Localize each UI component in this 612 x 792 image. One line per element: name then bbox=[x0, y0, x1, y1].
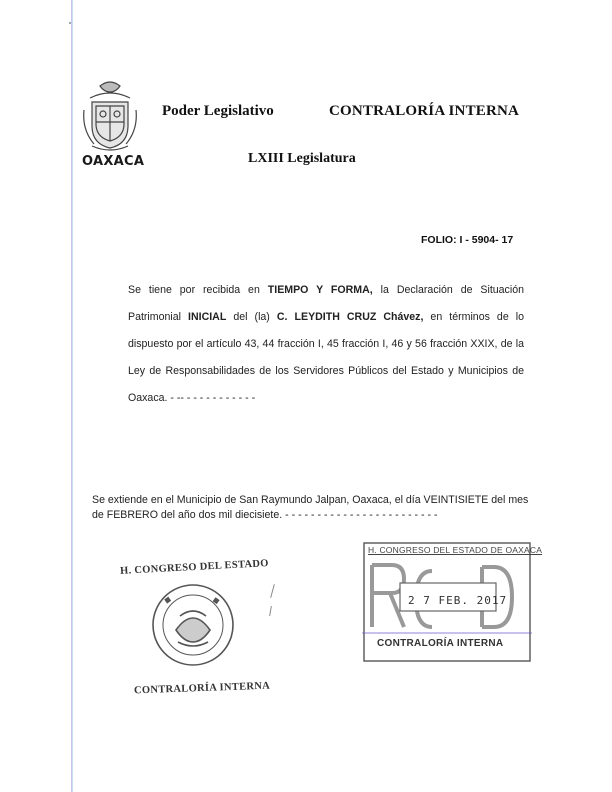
stamp-date: 2 7 FEB. 2017 bbox=[408, 594, 508, 607]
body-text-1: Se tiene por recibida en bbox=[128, 284, 268, 296]
body-bold-name: C. LEYDITH CRUZ Chávez, bbox=[276, 311, 424, 323]
body-text-3: del (la) bbox=[226, 311, 277, 323]
stamp-top-text: H. CONGRESO DEL ESTADO DE OAXACA bbox=[368, 545, 543, 555]
closing-paragraph: Se extiende en el Municipio de San Raymundo Jalpan, Oaxaca, el día VEINTISIETE del mes de FEBRERO del año dos mil diecisiete. - - - - - - - - - - - - - - - - - - - - - - - - bbox=[92, 494, 529, 521]
oaxaca-coat-of-arms-icon bbox=[82, 80, 138, 160]
margin-line bbox=[71, 0, 73, 792]
body-text-2: la Declaración de Situación Patrimonial bbox=[128, 284, 524, 323]
body-paragraph bbox=[128, 277, 524, 412]
seal-left-bottom-text: CONTRALORÍA INTERNA bbox=[133, 680, 271, 697]
logo-text: OAXACA bbox=[82, 154, 145, 169]
body-bold-inicial: INICIAL bbox=[188, 311, 227, 323]
body-text-4: en términos de lo dispuesto por el artículo 43, 44 fracción I, 45 fracción I, 46 y 56 fracción XXIX, de la Ley de Responsabilidades de los Servidores Públicos del Estado y Municipios de Oaxaca. - -- - - - - - - - - - - - bbox=[128, 311, 524, 404]
header-contraloria: CONTRALORÍA INTERNA bbox=[329, 103, 520, 119]
congress-seal-icon bbox=[118, 558, 271, 698]
seal-left-top-text: H. CONGRESO DEL ESTADO bbox=[119, 558, 269, 577]
signature-mark bbox=[269, 606, 272, 616]
body-bold-tiempo: TIEMPO Y FORMA, bbox=[267, 284, 373, 296]
signature-mark bbox=[270, 584, 275, 598]
margin-mark bbox=[69, 22, 71, 24]
folio-number: FOLIO: I - 5904- 17 bbox=[421, 234, 514, 246]
header-legislatura: LXIII Legislatura bbox=[248, 151, 356, 166]
header-poder-legislativo: Poder Legislativo bbox=[162, 103, 274, 119]
stamp-bottom-text: CONTRALORÍA INTERNA bbox=[377, 638, 504, 649]
